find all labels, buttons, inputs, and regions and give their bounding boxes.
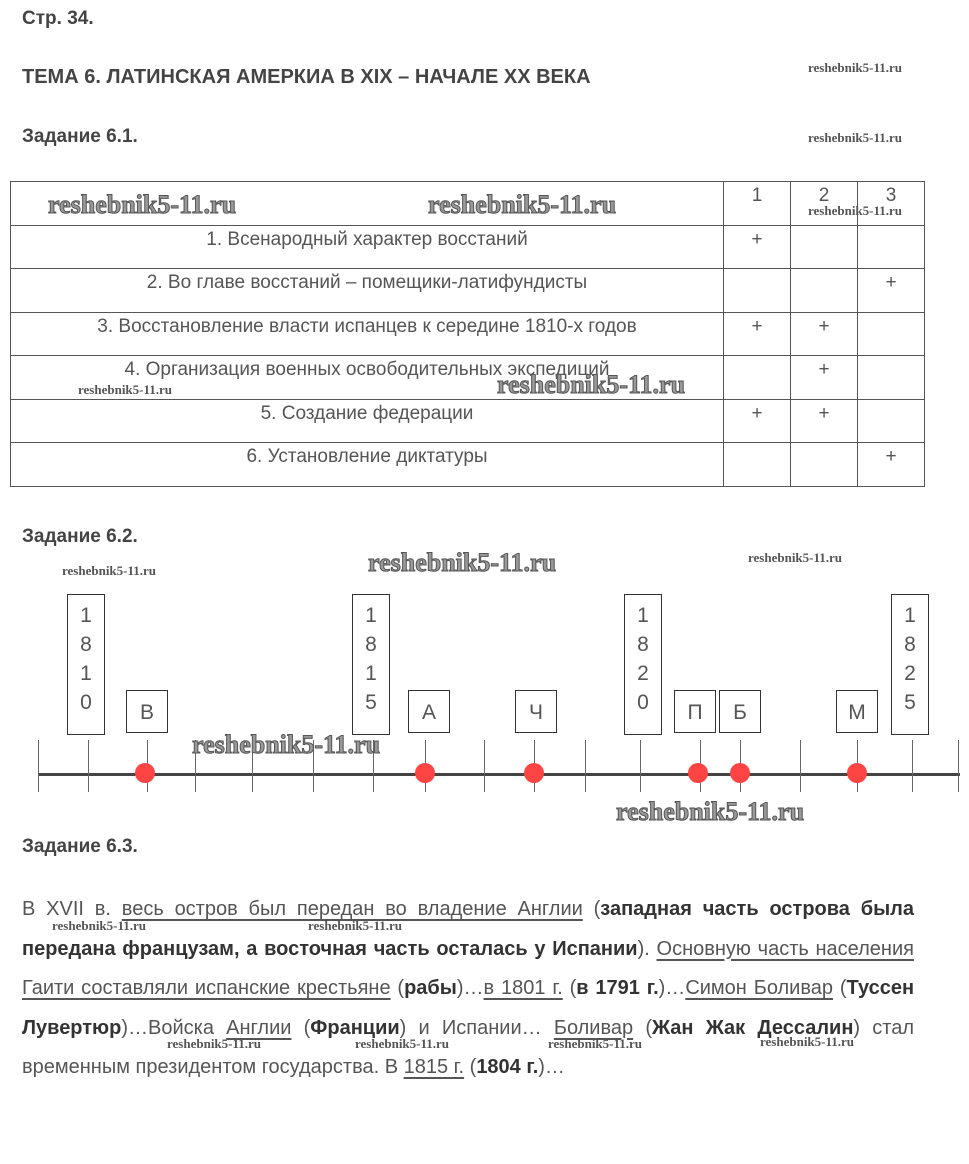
row-mark: + xyxy=(858,443,925,487)
text: ( xyxy=(291,1016,311,1039)
row-mark xyxy=(858,399,925,443)
row-mark xyxy=(858,312,925,356)
watermark-text: reshebnik5-11.ru xyxy=(760,1034,855,1049)
year-box: 1 8 2 0 xyxy=(624,594,662,735)
text: В XVII в. xyxy=(22,898,122,920)
watermark-text: reshebnik5-11.ru xyxy=(355,1036,450,1051)
text: )…Войска xyxy=(121,1016,227,1039)
watermark-text: reshebnik5-11.ru xyxy=(548,1036,643,1051)
event-dot xyxy=(688,763,708,783)
event-dot xyxy=(730,763,750,783)
watermark-text: reshebnik5-11.ru xyxy=(497,370,686,399)
timeline-tick xyxy=(912,740,913,792)
bold-answer: в 1791 г. xyxy=(576,977,659,999)
watermark-text: reshebnik5-11.ru xyxy=(62,563,157,578)
watermark-text: reshebnik5-11.ru xyxy=(78,382,173,397)
text: ( xyxy=(562,977,577,999)
event-label-box: П xyxy=(674,690,716,733)
timeline-tick xyxy=(38,740,39,792)
row-mark: + xyxy=(724,312,791,356)
text: )… xyxy=(538,1056,565,1078)
bold-answer: 1804 г. xyxy=(476,1056,539,1078)
text: ( xyxy=(464,1056,477,1078)
bold-answer: западная часть острова была передана французам, а восточная часть осталась у Испании xyxy=(22,898,915,960)
event-dot xyxy=(524,763,544,783)
row-mark xyxy=(858,356,925,400)
watermark-text: reshebnik5-11.ru xyxy=(48,190,237,219)
event-dot xyxy=(847,763,867,783)
row-mark xyxy=(791,225,858,269)
row-mark xyxy=(858,225,925,269)
text: ( xyxy=(833,977,847,999)
row-mark: + xyxy=(791,312,858,356)
timeline-tick xyxy=(800,740,801,792)
watermark-text: reshebnik5-11.ru xyxy=(52,918,147,933)
text: ). xyxy=(637,937,657,960)
row-mark: + xyxy=(724,399,791,443)
watermark-text: reshebnik5-11.ru xyxy=(808,60,903,75)
column-header: 2 xyxy=(791,182,858,226)
underlined-text: в 1801 г. xyxy=(483,977,563,999)
bold-answer: Жан Жак Дессалин xyxy=(651,1016,854,1039)
year-box: 1 8 2 5 xyxy=(891,594,929,735)
task2-title: Задание 6.2. xyxy=(22,526,138,547)
bold-answer: Франции xyxy=(310,1016,400,1039)
watermark-text: reshebnik5-11.ru xyxy=(748,550,843,565)
event-label-box: В xyxy=(126,690,168,733)
column-header: 1 xyxy=(724,182,791,226)
row-mark xyxy=(791,443,858,487)
row-text: 4. Организация военных освободительных экспедиций xyxy=(11,356,724,400)
watermark-text: reshebnik5-11.ru xyxy=(808,203,903,218)
task3-paragraph xyxy=(22,890,914,1088)
timeline-tick xyxy=(484,740,485,792)
underlined-text: Основную часть населения Гаити составляли испанские крестьяне xyxy=(22,937,914,999)
text: ) и Испании… xyxy=(399,1016,554,1039)
text: ( xyxy=(390,977,405,999)
watermark-text: reshebnik5-11.ru xyxy=(167,1036,262,1051)
row-mark xyxy=(724,269,791,313)
row-mark xyxy=(791,269,858,313)
timeline-tick xyxy=(958,740,959,792)
text: ( xyxy=(633,1016,652,1039)
task1-table xyxy=(10,181,925,487)
timeline-axis xyxy=(38,773,960,776)
page-label: Стр. 34. xyxy=(22,8,94,29)
row-text: 2. Во главе восстаний – помещики-латифундисты xyxy=(11,269,724,313)
watermark-text: reshebnik5-11.ru xyxy=(616,797,805,826)
event-dot xyxy=(415,763,435,783)
text: ) стал временным президентом государства. В xyxy=(22,1016,914,1078)
row-text: 6. Установление диктатуры xyxy=(11,443,724,487)
column-header: 3 xyxy=(858,182,925,226)
table-row xyxy=(11,443,925,487)
task1-title: Задание 6.1. xyxy=(22,126,138,147)
topic-title: ТЕМА 6. ЛАТИНСКАЯ АМЕРКИА В XIX – НАЧАЛЕ XX ВЕКА xyxy=(22,66,591,88)
underlined-text: весь остров был передан во владение Англии xyxy=(121,898,583,920)
underlined-text: 1815 г. xyxy=(403,1056,465,1078)
event-label-box: Б xyxy=(719,690,761,733)
timeline-tick xyxy=(640,740,641,792)
table-row xyxy=(11,225,925,269)
row-text: 5. Создание федерации xyxy=(11,399,724,443)
timeline-tick xyxy=(88,740,89,792)
row-text: 1. Всенародный характер восстаний xyxy=(11,225,724,269)
table-row xyxy=(11,399,925,443)
task3-title: Задание 6.3. xyxy=(22,836,138,857)
text: )… xyxy=(456,977,484,999)
bold-answer: рабы xyxy=(404,977,457,999)
year-box: 1 8 1 5 xyxy=(352,594,390,735)
timeline-tick xyxy=(585,740,586,792)
row-mark: + xyxy=(858,269,925,313)
event-label-box: А xyxy=(408,690,450,733)
year-box: 1 8 1 0 xyxy=(67,594,105,735)
underlined-text: Симон Боливар xyxy=(685,977,833,999)
watermark-text: reshebnik5-11.ru xyxy=(308,918,403,933)
text: )… xyxy=(658,977,686,999)
row-mark xyxy=(724,356,791,400)
event-label-box: М xyxy=(836,690,878,733)
watermark-text: reshebnik5-11.ru xyxy=(808,130,903,145)
table-row xyxy=(11,312,925,356)
event-label-box: Ч xyxy=(515,690,557,733)
row-mark xyxy=(724,443,791,487)
watermark-text: reshebnik5-11.ru xyxy=(368,548,557,577)
watermark-text: reshebnik5-11.ru xyxy=(428,190,617,219)
event-dot xyxy=(135,763,155,783)
table-row xyxy=(11,269,925,313)
row-mark: + xyxy=(791,356,858,400)
underlined-text: Англии xyxy=(226,1016,292,1039)
row-mark: + xyxy=(724,225,791,269)
underlined-text: Боливар xyxy=(553,1016,634,1039)
text: ( xyxy=(582,898,601,920)
row-text: 3. Восстановление власти испанцев к середине 1810-х годов xyxy=(11,312,724,356)
watermark-text: reshebnik5-11.ru xyxy=(192,730,381,759)
row-mark: + xyxy=(791,399,858,443)
bold-answer: Туссен Лувертюр xyxy=(22,977,915,1039)
